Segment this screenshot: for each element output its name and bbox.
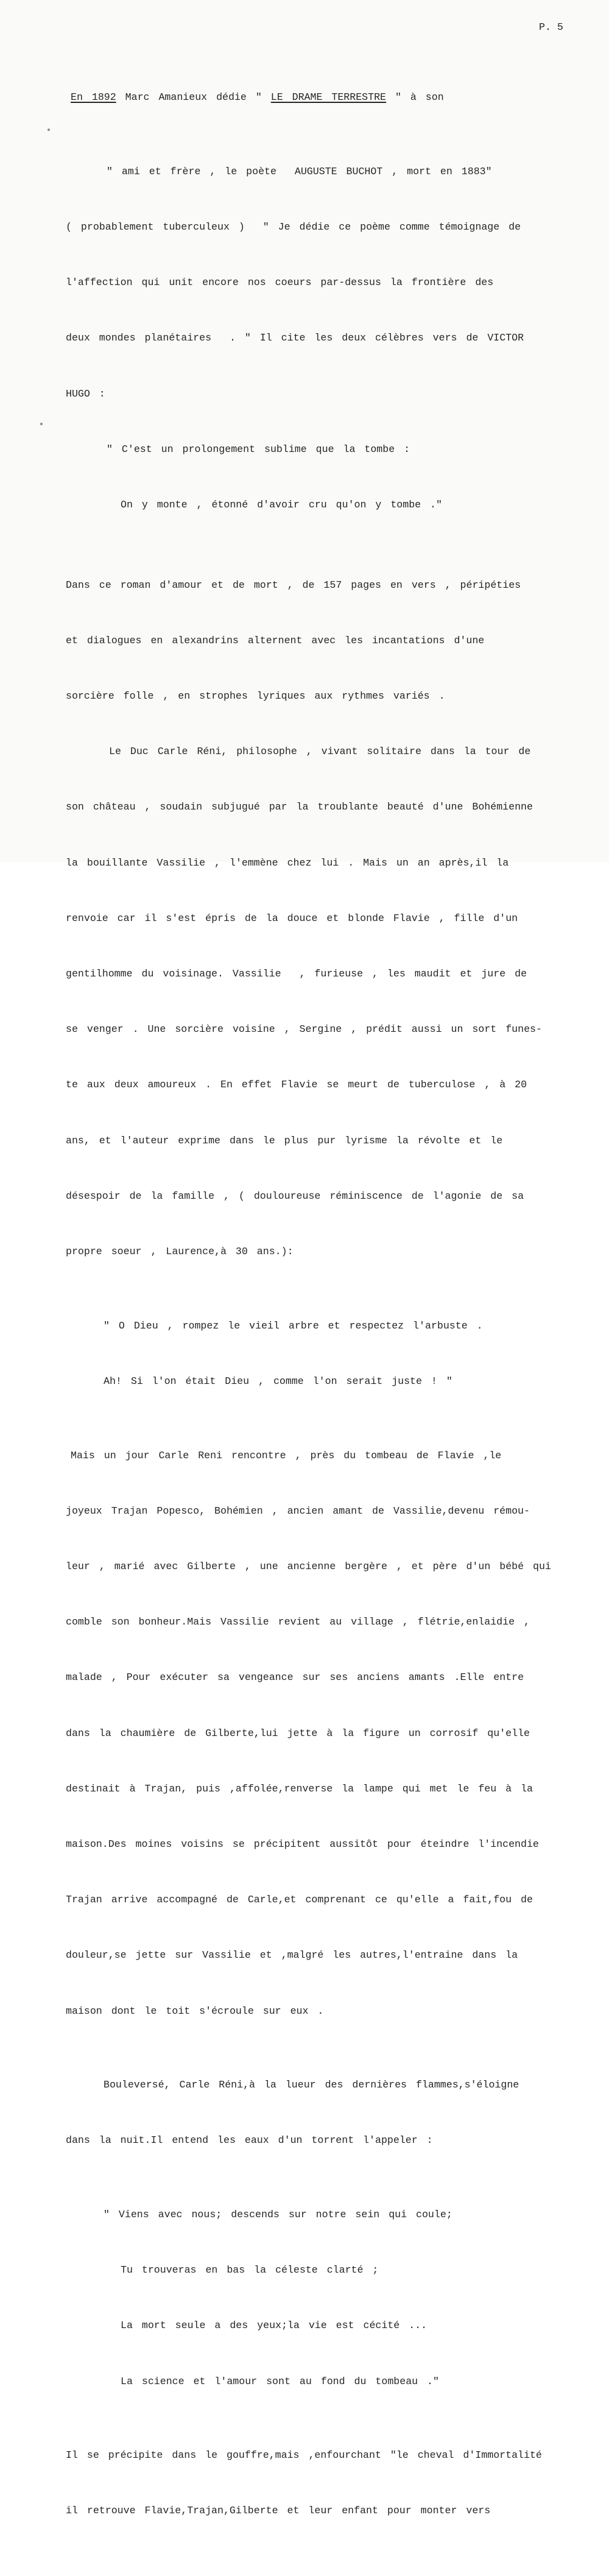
text-line: ans, et l'auteur exprime dans le plus pur lyrisme la révolte et le — [66, 1134, 503, 1146]
text-line: douleur,se jette sur Vassilie et ,malgré les autres,l'entraine dans la — [66, 1949, 518, 1961]
text-line: comble son bonheur.Mais Vassilie revient au village , flétrie,enlaidie , — [66, 1616, 530, 1628]
intro-text: Marc Amanieux dédie " — [116, 91, 271, 104]
text-line-intro — [66, 88, 609, 107]
text-line: il retrouve Flavie,Trajan,Gilberte et leur enfant pour monter vers — [66, 2505, 491, 2517]
text-line: gentilhomme du voisinage. Vassilie , furieuse , les maudit et jure de — [66, 968, 527, 980]
year-underlined: En 1892 — [71, 91, 116, 104]
text-line: leur , marié avec Gilberte , une ancienne bergère , et père d'un bébé qui — [66, 1560, 551, 1572]
document-body — [66, 33, 609, 2576]
text-line: se venger . Une sorcière voisine , Sergine , prédit aussi un sort funes- — [66, 1023, 542, 1036]
text-line: maison.Des moines voisins se précipitent aussitôt pour éteindre l'incendie — [66, 1838, 539, 1850]
text-line: deux mondes planétaires . " Il cite les deux célèbres vers de VICTOR — [66, 332, 524, 344]
text-line: ( probablement tuberculeux ) " Je dédie ce poème comme témoignage de — [66, 221, 521, 233]
text-line: Bouleversé, Carle Réni,à la lueur des dernières flammes,s'éloigne — [104, 2079, 519, 2091]
text-line: Le Duc Carle Réni, philosophe , vivant solitaire dans la tour de — [109, 746, 531, 758]
text-line: sorcière folle , en strophes lyriques aux rythmes variés . — [66, 690, 445, 702]
text-line: te aux deux amoureux . En effet Flavie se meurt de tuberculose , à 20 — [66, 1079, 527, 1091]
text-line: la bouillante Vassilie , l'emmène chez lui . Mais un an après,il la — [66, 856, 509, 869]
text-line: Il se précipite dans le gouffre,mais ,enfourchant "le cheval d'Immortalité — [66, 2449, 542, 2461]
text-line: HUGO : — [66, 387, 105, 400]
text-line: dans la nuit.Il entend les eaux d'un torrent l'appeler : — [66, 2134, 433, 2147]
verse-line: Ah! Si l'on était Dieu , comme l'on serait juste ! " — [104, 1375, 452, 1387]
page-number: P. 5 — [539, 21, 563, 33]
intro-text-end: " à son — [386, 91, 444, 104]
text-line: maison dont le toit s'écroule sur eux . — [66, 2005, 324, 2017]
verse-line: " O Dieu , rompez le vieil arbre et respectez l'arbuste . — [104, 1319, 483, 1332]
book-title-underlined: LE DRAME TERRESTRE — [270, 91, 386, 104]
text-line: Trajan arrive accompagné de Carle,et comprenant ce qu'elle a fait,fou de — [66, 1894, 533, 1906]
text-line: malade , Pour exécuter sa vengeance sur ses anciens amants .Elle entre — [66, 1671, 524, 1684]
text-line: dans la chaumière de Gilberte,lui jette à la figure un corrosif qu'elle — [66, 1727, 530, 1739]
text-line: " ami et frère , le poète AUGUSTE BUCHOT , mort en 1883" — [107, 165, 492, 177]
text-line: désespoir de la famille , ( douloureuse réminiscence de l'agonie de sa — [66, 1190, 524, 1202]
text-line: propre soeur , Laurence,à 30 ans.): — [66, 1246, 294, 1258]
verse-line: " Viens avec nous; descends sur notre sein qui coule; — [104, 2208, 452, 2220]
verse-line: La science et l'amour sont au fond du tombeau ." — [121, 2375, 439, 2387]
text-line: l'affection qui unit encore nos coeurs par-dessus la frontière des — [66, 277, 494, 289]
margin-mark-middle — [40, 423, 43, 425]
text-line: Dans ce roman d'amour et de mort , de 157 pages en vers , péripéties — [66, 579, 521, 591]
text-line: et dialogues en alexandrins alternent avec les incantations d'une — [66, 634, 485, 646]
text-line: son château , soudain subjugué par la troublante beauté d'une Bohémienne — [66, 801, 533, 813]
text-line: Mais un jour Carle Reni rencontre , près du tombeau de Flavie ,le — [71, 1449, 502, 1461]
verse-line: " C'est un prolongement sublime que la tombe : — [107, 443, 410, 455]
verse-line: On y monte , étonné d'avoir cru qu'on y tombe ." — [121, 499, 442, 511]
text-line: renvoie car il s'est épris de la douce et blonde Flavie , fille d'un — [66, 912, 518, 924]
text-line: joyeux Trajan Popesco, Bohémien , ancien amant de Vassilie,devenu rémou- — [66, 1505, 530, 1517]
verse-line: La mort seule a des yeux;la vie est cécité ... — [121, 2320, 428, 2332]
text-line: destinait à Trajan, puis ,affolée,renverse la lampe qui met le feu à la — [66, 1782, 533, 1794]
margin-mark-top — [48, 129, 50, 131]
verse-line: Tu trouveras en bas la céleste clarté ; — [121, 2264, 379, 2276]
